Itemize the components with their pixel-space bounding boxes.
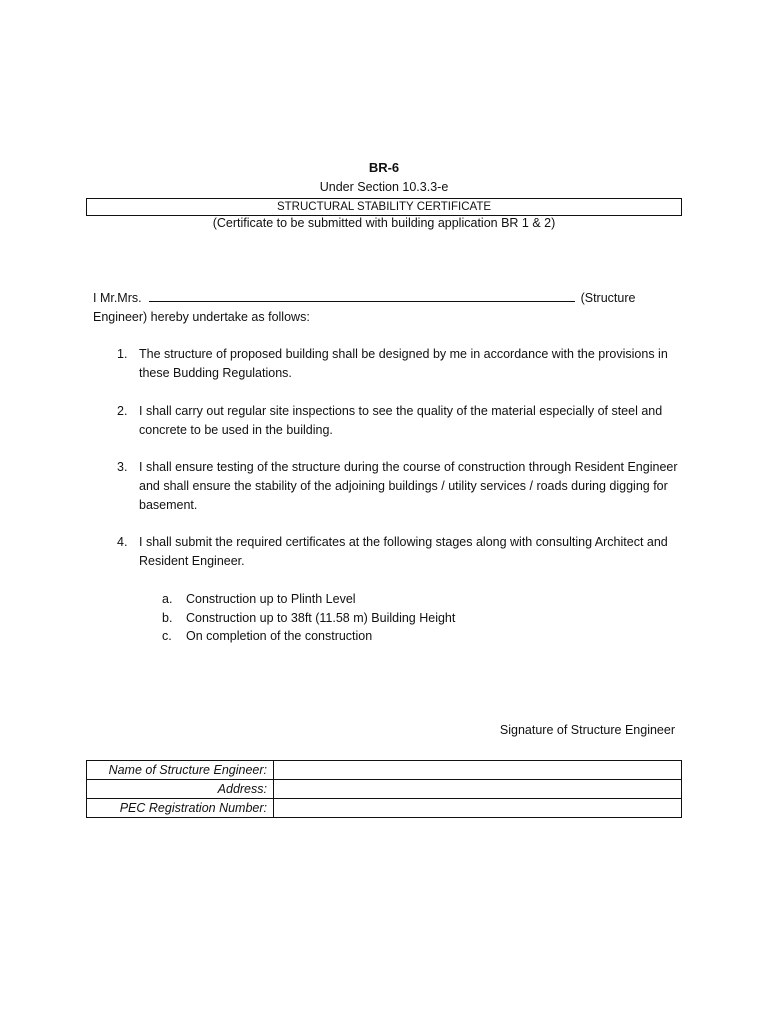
declaration-line2: Engineer) hereby undertake as follows: bbox=[93, 310, 310, 324]
item-number: 2. bbox=[117, 404, 128, 418]
pec-registration-field[interactable] bbox=[274, 799, 682, 818]
section-reference: Under Section 10.3.3-e bbox=[319, 180, 449, 194]
declaration bbox=[93, 289, 653, 327]
address-label: Address: bbox=[87, 780, 274, 799]
stage-text: Construction up to Plinth Level bbox=[186, 592, 356, 606]
table-row bbox=[87, 780, 682, 799]
name-field[interactable] bbox=[274, 761, 682, 780]
item-text: I shall submit the required certificates at the following stages along with consulting Architect and Resident Engineer. bbox=[139, 535, 668, 568]
certificate-title: STRUCTURAL STABILITY CERTIFICATE bbox=[86, 198, 682, 216]
item-text: I shall carry out regular site inspections to see the quality of the material especially of steel and concrete to be used in the building. bbox=[139, 404, 663, 437]
stage-letter: c. bbox=[162, 629, 172, 643]
signature-label: Signature of Structure Engineer bbox=[499, 723, 675, 737]
certificate-subtitle: (Certificate to be submitted with building application BR 1 & 2) bbox=[212, 216, 556, 230]
stage-text: On completion of the construction bbox=[186, 629, 373, 643]
form-code: BR-6 bbox=[368, 160, 400, 175]
item-number: 1. bbox=[117, 347, 128, 361]
declaration-suffix: (Structure bbox=[580, 291, 636, 305]
table-row bbox=[87, 799, 682, 818]
item-number: 4. bbox=[117, 535, 128, 549]
address-field[interactable] bbox=[274, 780, 682, 799]
declaration-prefix: I Mr.Mrs. bbox=[93, 291, 142, 305]
item-text: The structure of proposed building shall be designed by me in accordance with the provisions in these Budding Regulations. bbox=[139, 347, 668, 380]
table-row bbox=[87, 761, 682, 780]
stage-letter: b. bbox=[162, 611, 173, 625]
stage-letter: a. bbox=[162, 592, 173, 606]
pec-registration-label: PEC Registration Number: bbox=[87, 799, 274, 818]
name-label: Name of Structure Engineer: bbox=[87, 761, 274, 780]
item-number: 3. bbox=[117, 460, 128, 474]
engineer-details-table bbox=[86, 760, 682, 818]
item-text: I shall ensure testing of the structure during the course of construction through Resident Engineer and shall ensure the stability of the adjoining buildings / utility services / roads during digging for basement. bbox=[139, 460, 678, 512]
stage-text: Construction up to 38ft (11.58 m) Building Height bbox=[186, 611, 456, 625]
engineer-name-blank bbox=[149, 289, 575, 302]
